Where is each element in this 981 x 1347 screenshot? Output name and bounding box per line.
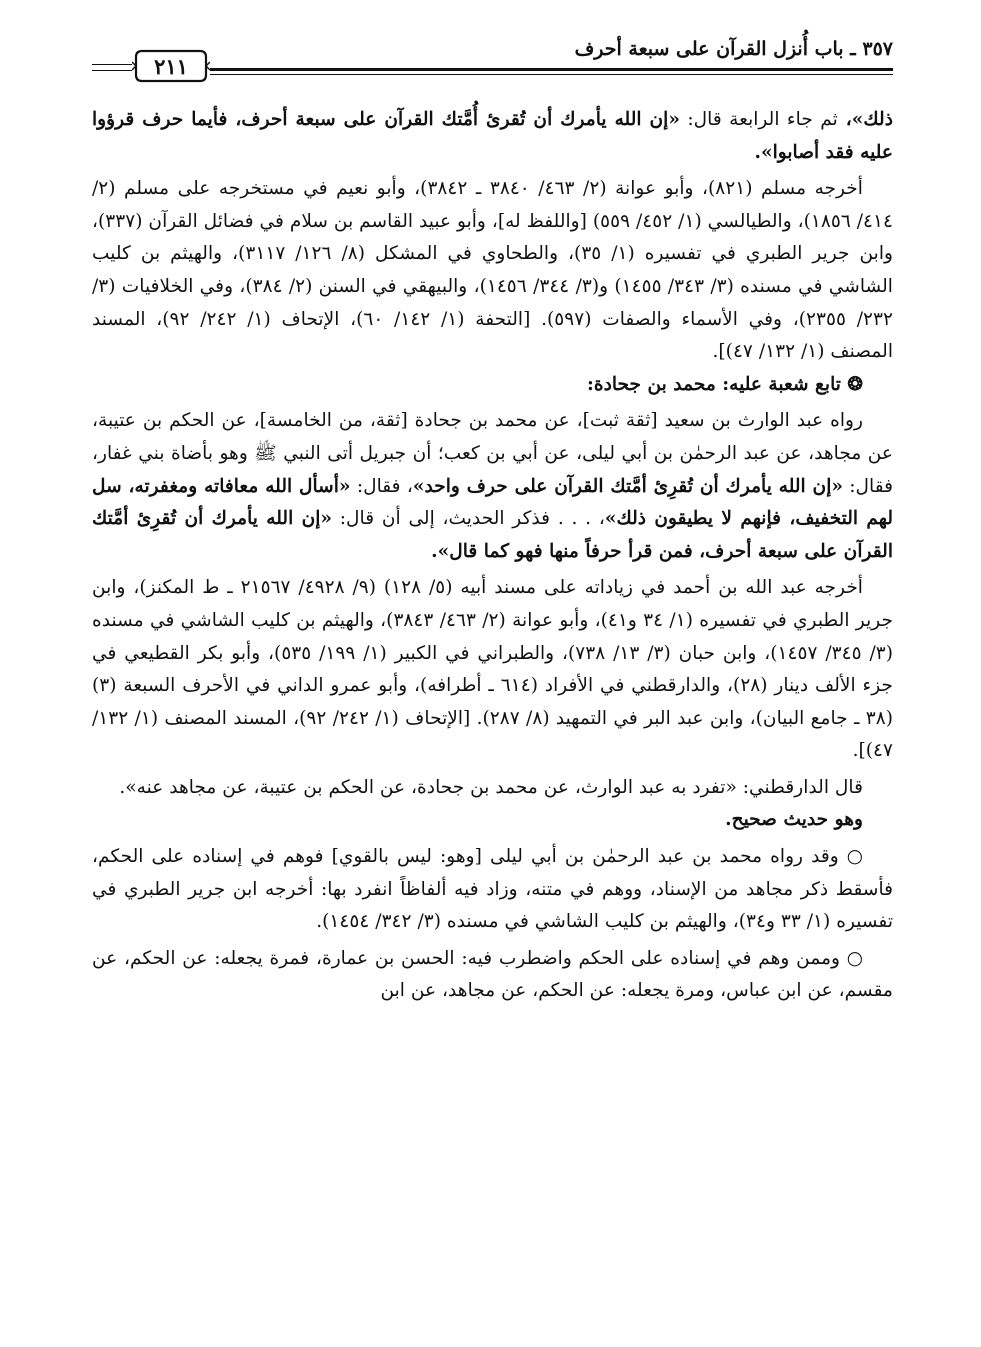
bold-text-run: «إن الله يأمرك أن تُقرِئ أمَّتك القرآن على حرف واحد» (412, 475, 843, 497)
paragraph (92, 943, 893, 1008)
paragraph (92, 772, 893, 805)
page-number: ٢١١ (154, 53, 188, 79)
paragraph (92, 173, 893, 369)
paragraph (92, 104, 893, 169)
bold-text-run: «إن الله يأمرك أن تُقرِئ أمَّتك القرآن على سبعة أحرف، فمن قرأ حرفاً منها فهو كما قال». (92, 508, 893, 562)
paragraph (92, 405, 893, 568)
text-run: ، فقال: (350, 475, 413, 497)
text-run: ثم جاء الرابعة قال: (679, 109, 838, 130)
paragraph (92, 841, 893, 939)
text-run: ، . . . فذكر الحديث، إلى أن قال: (332, 508, 605, 530)
page-header (92, 28, 893, 90)
text-run: قال الدارقطني: «تفرد به عبد الوارث، عن محمد بن جحادة، عن الحكم بن عتيبة، عن مجاهد عنه». (119, 776, 863, 798)
header-rule-left-2 (92, 70, 132, 71)
text-run: ○ وقد رواه محمد بن عبد الرحمٰن بن أبي ليلى [وهو: ليس بالقوي] فوهم في إسناده على الحكم، فأسقط ذكر مجاهد من الإسناد، ووهم في متنه، وزاد فيه ألفاظاً انفرد بها: أخرجه ابن جرير الطبري في تفسيره (١/ ٣٣ و٣٤)، والهيثم بن كليب الشاشي في مسنده (٣/ ٣٤٢/ ١٤٥٤). (92, 846, 893, 933)
bold-text-run: «إن الله يأمرك أن تُقرئ أُمَّتك القرآن على سبعة أحرف، فأيما حرف قرؤوا عليه فقد أصابوا». (92, 109, 893, 163)
text-run: رواه عبد الوارث بن سعيد [ثقة ثبت]، عن محمد بن جحادة [ثقة، من الخامسة]، عن الحكم بن عتيبة، عن مجاهد، عن عبد الرحمٰن بن أبي ليلى، عن أبي بن كعب؛ أن جبريل أتى النبي ﷺ وهو بأضاة بني غفار، فقال: (92, 410, 893, 497)
header-rule-thick (210, 68, 893, 71)
bold-text-run: ذلك»، (837, 109, 893, 130)
bold-text-run: ❂ تابع شعبة عليه: محمد بن جحادة: (586, 373, 863, 395)
text-run: ○ وممن وهم في إسناده على الحكم واضطرب فيه: الحسن بن عمارة، فمرة يجعله: عن الحكم، عن مقسم، عن ابن عباس، ومرة يجعله: عن الحكم، عن مجاهد، عن ابن (92, 947, 893, 1002)
page-content (92, 104, 893, 1008)
paragraph (92, 572, 893, 768)
header-rule-thin (210, 74, 893, 75)
page-number-badge (132, 47, 210, 85)
bold-text-run: وهو حديث صحيح. (725, 809, 863, 831)
section-heading (92, 369, 893, 402)
section-heading (92, 804, 893, 837)
bold-text-run: «أسأل الله معافاته ومغفرته، سل لهم التخفيف، فإنهم لا يطيقون ذلك» (92, 475, 893, 530)
text-run: أخرجه عبد الله بن أحمد في زياداته على مسند أبيه (٥/ ١٢٨) (٩/ ٤٩٢٨/ ٢١٥٦٧ ـ ط المكنز)، وابن جرير الطبري في تفسيره (١/ ٣٤ و٤١)، وأبو عوانة (٢/ ٤٦٣/ ٣٨٤٣)، والهيثم بن كليب الشاشي في مسنده (٣/ ٣٤٥/ ١٤٥٧)، وابن حبان (٣/ ١٣/ ٧٣٨)، والطبراني في الكبير (١/ ١٩٩/ ٥٣٥)، وأبو بكر القطيعي في جزء الألف دينار (٢٨)، والدارقطني في الأفراد (٦١٤ ـ أطرافه)، وأبو عمرو الداني في الأحرف السبعة (٣) (٣٨ ـ جامع البيان)، وابن عبد البر في التمهيد (٨/ ٢٨٧). [الإتحاف (١/ ٢٤٢/ ٩٢)، المسند المصنف (١/ ١٣٢/ ٤٧)]. (92, 577, 893, 762)
text-run: أخرجه مسلم (٨٢١)، وأبو عوانة (٢/ ٤٦٣/ ٣٨٤٠ ـ ٣٨٤٢)، وأبو نعيم في مستخرجه على مسلم (٢/ ٤١٤/ ١٨٥٦)، والطيالسي (١/ ٤٥٢/ ٥٥٩) [واللفظ له]، وأبو عبيد القاسم بن سلام في فضائل القرآن (٣٣٧)، وابن جرير الطبري في تفسيره (١/ ٣٥)، والطحاوي في المشكل (٨/ ١٢٦/ ٣١١٧)، والهيثم بن كليب الشاشي في مسنده (٣/ ٣٤٣/ ١٤٥٥) و(٣/ ٣٤٤/ ١٤٥٦)، والبيهقي في السنن (٢/ ٣٨٤)، وفي الخلافيات (٣/ ٢٣٢/ ٢٣٥٥)، وفي الأسماء والصفات (٥٩٧). [التحفة (١/ ١٤٢/ ٦٠)، الإتحاف (١/ ٢٤٢/ ٩٢)، المسند المصنف (١/ ١٣٢/ ٤٧)]. (92, 178, 894, 363)
header-rule-left-1 (92, 64, 132, 65)
running-title: ٣٥٧ ـ باب أُنزل القرآن على سبعة أحرف (574, 38, 893, 60)
